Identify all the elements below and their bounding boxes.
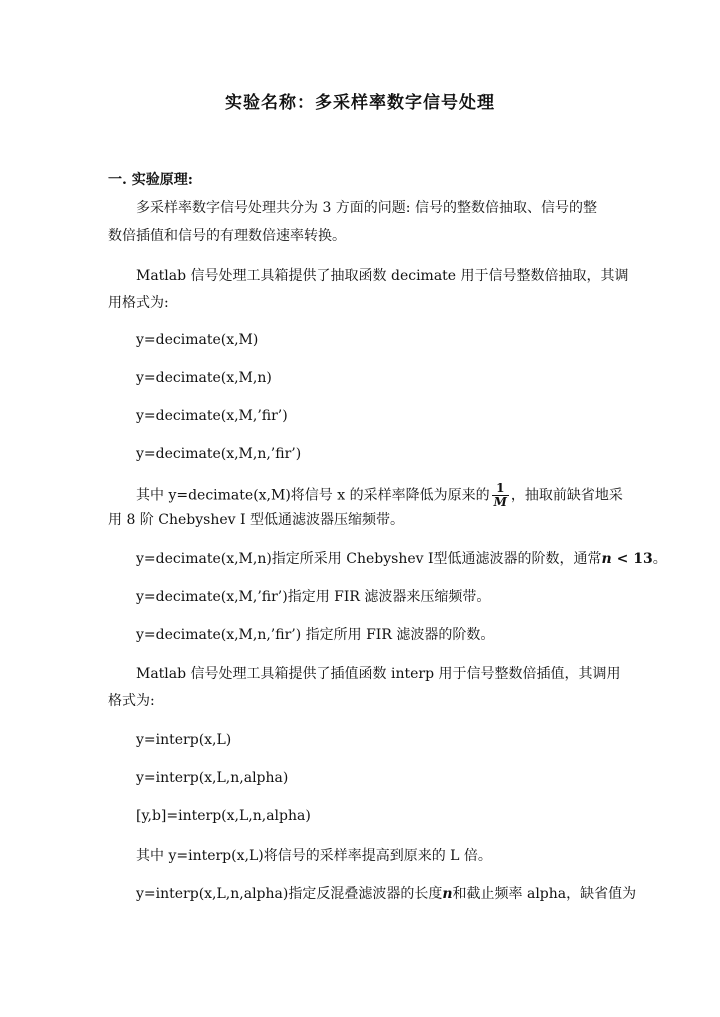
math-less-than-13: < 13 (611, 551, 653, 567)
intro-line-1: 多采样率数字信号处理共分为 3 方面的问题: 信号的整数倍抽取、信号的整 (136, 200, 597, 216)
decimate-intro-line-1: Matlab 信号处理工具箱提供了抽取函数 decimate 用于信号整数倍抽取，其调 (136, 268, 629, 284)
decimate-description-2 (136, 549, 667, 569)
interp-description-2 (136, 884, 636, 904)
decimate-intro-line-2: 用格式为: (108, 295, 169, 311)
decimate-form-3: y=decimate(x,M,’fir’) (136, 408, 288, 424)
interp-intro-line-1: Matlab 信号处理工具箱提供了插值函数 interp 用于信号整数倍插值，其调用 (136, 666, 621, 682)
fraction-one-over-m (492, 482, 509, 509)
interp-form-1: y=interp(x,L) (136, 732, 232, 748)
desc6-text-pre: y=interp(x,L,n,alpha)指定反混叠滤波器的长度 (136, 886, 443, 902)
decimate-description-1 (136, 482, 623, 509)
desc1-text-post: ，抽取前缺省地采 (510, 487, 623, 504)
desc2-text: y=decimate(x,M,n)指定所采用 Chebyshev Ⅰ型低通滤波器的阶数，通常 (136, 551, 602, 567)
math-variable-n: n (442, 886, 453, 902)
decimate-form-4: y=decimate(x,M,n,’fir’) (136, 446, 302, 462)
fraction-denominator: M (493, 495, 507, 509)
page-title: 实验名称：多采样率数字信号处理 (225, 93, 495, 113)
decimate-form-1: y=decimate(x,M) (136, 332, 259, 348)
decimate-description-1-line-2: 用 8 阶 Chebyshev Ⅰ 型低通滤波器压缩频带。 (108, 512, 404, 528)
decimate-description-4: y=decimate(x,M,n,’fir’) 指定所用 FIR 滤波器的阶数。 (136, 627, 495, 643)
section-heading: 一. 实验原理: (108, 172, 193, 188)
interp-form-2: y=interp(x,L,n,alpha) (136, 770, 289, 786)
decimate-description-3: y=decimate(x,M,’fir’)指定用 FIR 滤波器来压缩频带。 (136, 589, 491, 605)
desc1-text-pre: 其中 y=decimate(x,M)将信号 x 的采样率降低为原来的 (136, 487, 490, 504)
interp-intro-line-2: 格式为: (108, 693, 155, 709)
inequality-math (602, 551, 653, 567)
fraction-numerator: 1 (492, 482, 509, 496)
decimate-form-2: y=decimate(x,M,n) (136, 370, 272, 386)
interp-form-3: [y,b]=interp(x,L,n,alpha) (136, 808, 311, 824)
desc2-end: 。 (652, 551, 667, 567)
desc6-text-post: 和截止频率 alpha，缺省值为 (452, 886, 637, 902)
math-variable-n: n (601, 551, 612, 567)
intro-line-2: 数倍插值和信号的有理数倍速率转换。 (108, 228, 346, 244)
interp-description-1: 其中 y=interp(x,L)将信号的采样率提高到原来的 L 倍。 (136, 848, 492, 864)
